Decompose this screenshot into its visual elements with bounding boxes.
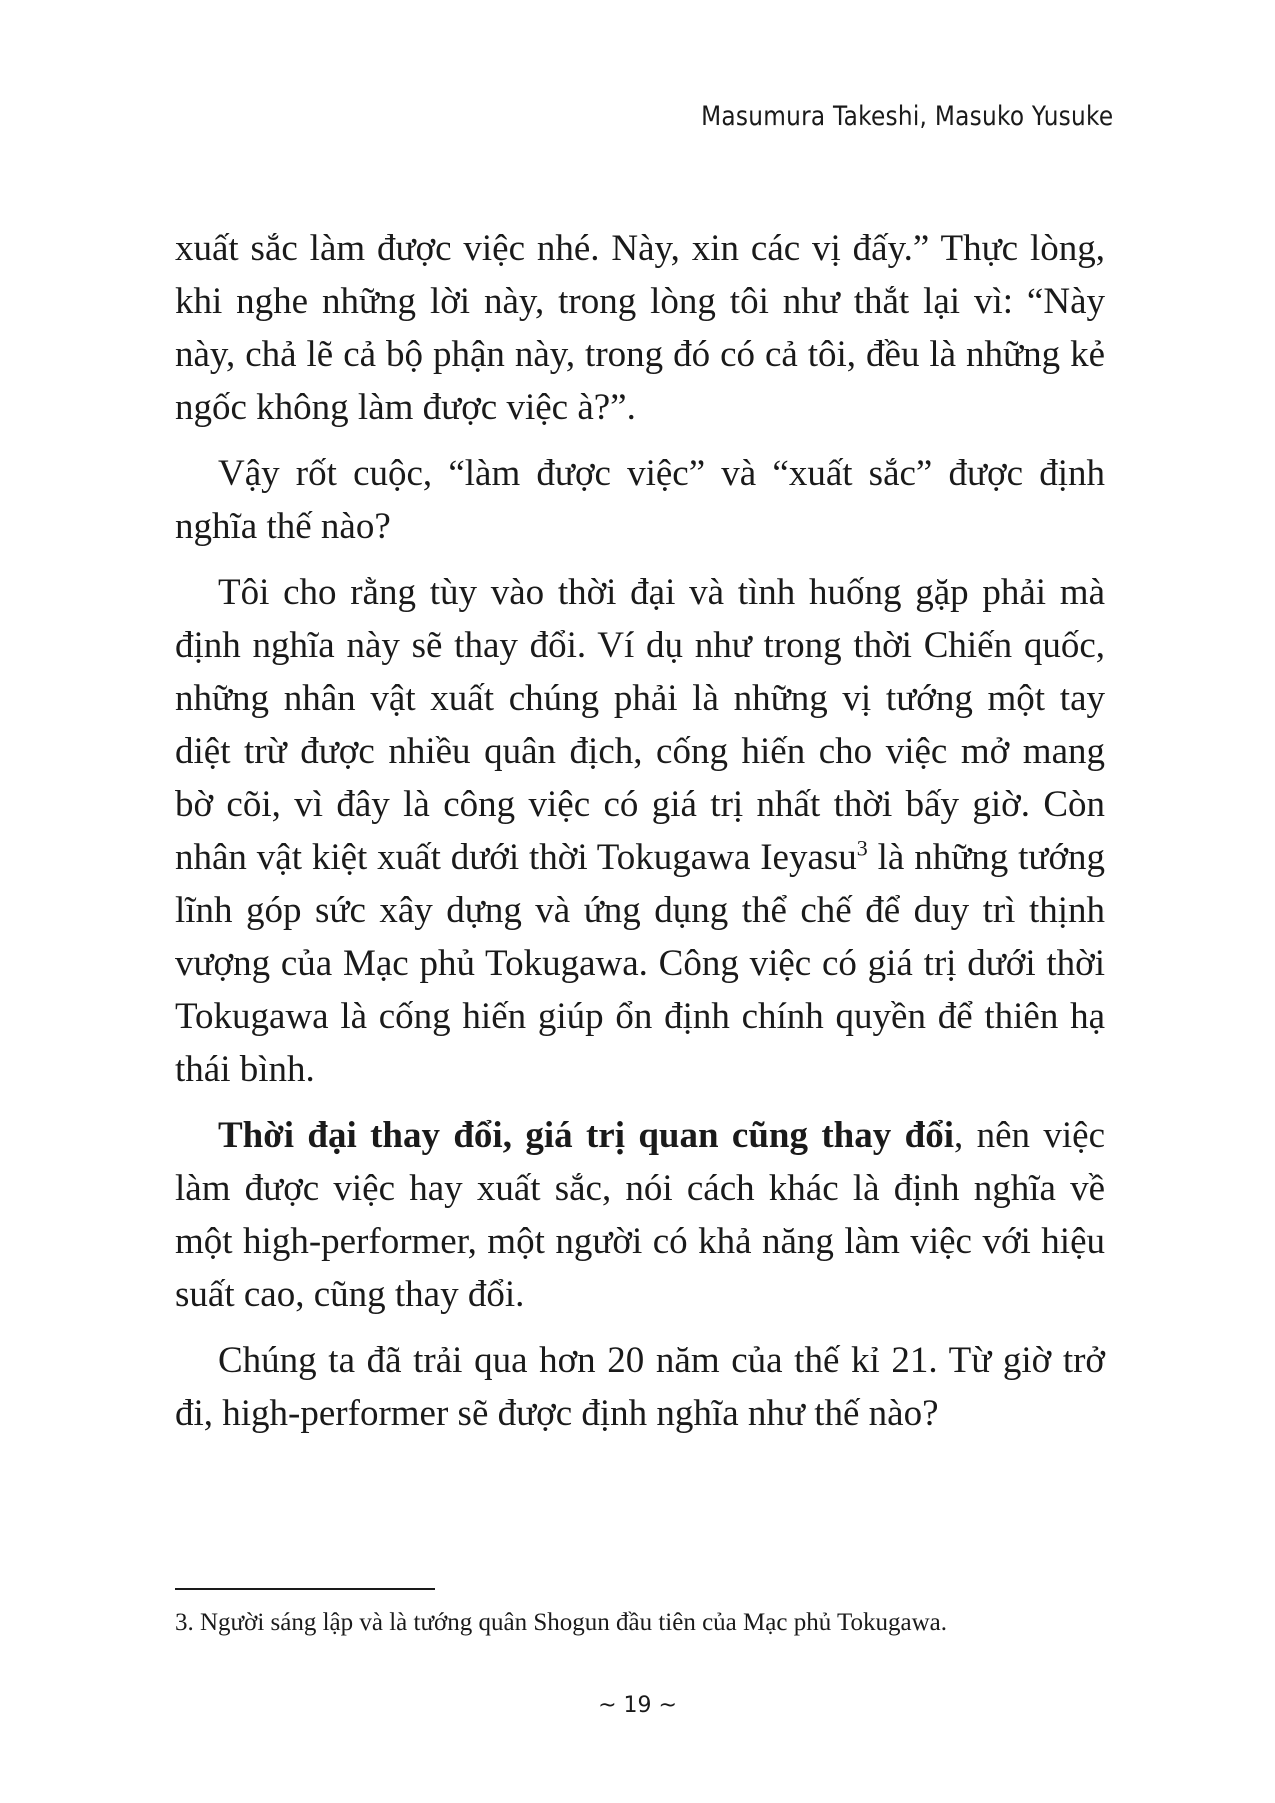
paragraph-5: Chúng ta đã trải qua hơn 20 năm của thế kỉ 21. Từ giờ trở đi, high-performer sẽ được định nghĩa như thế nào? xyxy=(175,1340,1105,1434)
paragraph-3 xyxy=(175,566,1105,1096)
paragraph-4 xyxy=(175,1109,1105,1321)
paragraph-2: Vậy rốt cuộc, “làm được việc” và “xuất sắc” được định nghĩa thế nào? xyxy=(175,453,1105,547)
paragraph-1: xuất sắc làm được việc nhé. Này, xin các vị đấy.” Thực lòng, khi nghe những lời này, trong lòng tôi như thắt lại vì: “Này này, chả lẽ cả bộ phận này, trong đó có cả tôi, đều là những kẻ ngốc không làm được việc à?”. xyxy=(175,228,1105,428)
body-text xyxy=(175,222,1105,1453)
paragraph-4-text: , nên việc làm được việc hay xuất sắc, nói cách khác là định nghĩa về một high-performer, một người có khả năng làm việc với hiệu suất cao, cũng thay đổi. xyxy=(175,1115,1105,1315)
page-number: ~ 19 ~ xyxy=(598,1693,677,1718)
footnote-3: 3. Người sáng lập và là tướng quân Shogun đầu tiên của Mạc phủ Tokugawa. xyxy=(175,1609,948,1636)
footnote-ref-3[interactable]: 3 xyxy=(856,835,868,861)
running-header: Masumura Takeshi, Masuko Yusuke xyxy=(700,101,1113,132)
paragraph-3-text-b: là những tướng lĩnh góp sức xây dựng và ứng dụng thể chế để duy trì thịnh vượng của Mạc phủ Tokugawa. Công việc có giá trị dưới thời Tokugawa là cống hiến giúp ổn định chính quyền để thiên hạ thái bình. xyxy=(175,837,1106,1090)
paragraph-3-text-a: Tôi cho rằng tùy vào thời đại và tình huống gặp phải mà định nghĩa này sẽ thay đổi. Ví dụ như trong thời Chiến quốc, những nhân vật xuất chúng phải là những vị tướng một tay diệt trừ được nhiều quân địch, cống hiến cho việc mở mang bờ cõi, vì đây là công việc có giá trị nhất thời bấy giờ. Còn nhân vật kiệt xuất dưới thời Tokugawa Ieyasu xyxy=(175,572,1105,878)
footnote-divider xyxy=(175,1588,435,1590)
bold-emphasis: Thời đại thay đổi, giá trị quan cũng thay đổi xyxy=(218,1115,954,1156)
